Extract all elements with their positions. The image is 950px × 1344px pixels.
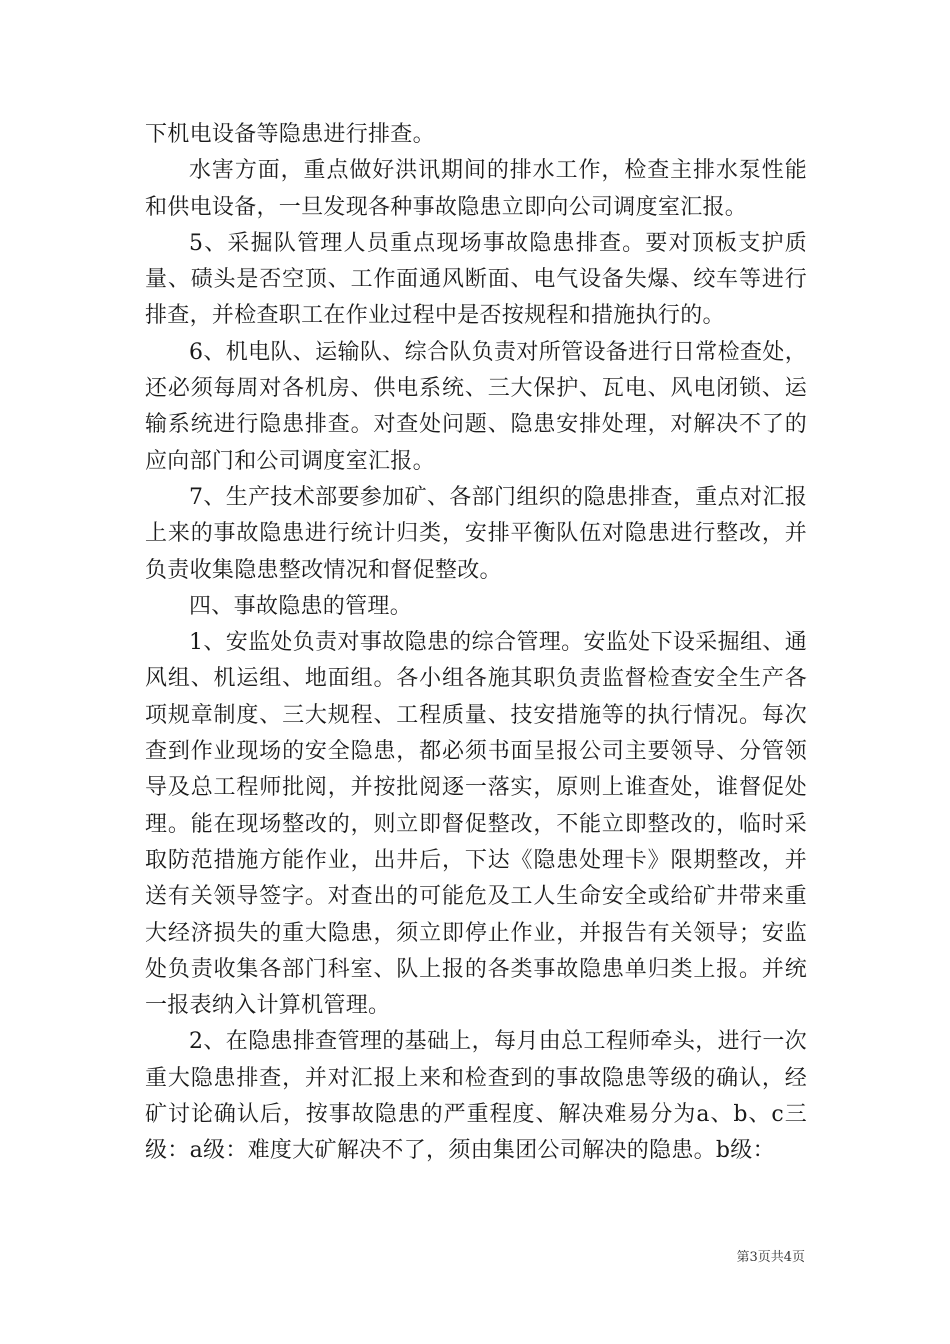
paragraph-3: 5、采掘队管理人员重点现场事故隐患排查。要对顶板支护质量、碛头是否空顶、工作面通风断面、电气设备失爆、绞车等进行排查，并检查职工在作业过程中是否按规程和措施执行的。 [145,230,807,329]
document-body [145,117,807,1170]
paragraph-7: 1、安监处负责对事故隐患的综合管理。安监处下设采掘组、通风组、机运组、地面组。各小组各施其职负责监督检查安全生产各项规章制度、三大规程、工程质量、技安措施等的执行情况。每次查到作业现场的安全隐患，都必须书面呈报公司主要领导、分管领导及总工程师批阅，并按批阅逐一落实，原则上谁查处，谁督促处理。能在现场整改的，则立即督促整改，不能立即整改的，临时采取防范措施方能作业，出井后，下达《隐患处理卡》限期整改，并送有关领导签字。对查出的可能危及工人生命安全或给矿井带来重大经济损失的重大隐患，须立即停止作业，并报告有关领导；安监处负责收集各部门科室、队上报的各类事故隐患单归类上报。并统一报表纳入计算机管理。 [145,630,807,1019]
paragraph-8: 2、在隐患排查管理的基础上，每月由总工程师牵头，进行一次重大隐患排查，并对汇报上来和检查到的事故隐患等级的确认，经矿讨论确认后，按事故隐患的严重程度、解决难易分为a、b、c三级：a级：难度大矿解决不了，须由集团公司解决的隐患。b级： [145,1029,807,1164]
paragraph-4: 6、机电队、运输队、综合队负责对所管设备进行日常检查处，还必须每周对各机房、供电系统、三大保护、瓦电、风电闭锁、运输系统进行隐患排查。对查处问题、隐患安排处理，对解决不了的应向部门和公司调度室汇报。 [145,339,807,474]
paragraph-5: 7、生产技术部要参加矿、各部门组织的隐患排查，重点对汇报上来的事故隐患进行统计归类，安排平衡队伍对隐患进行整改，并负责收集隐患整改情况和督促整改。 [145,484,807,583]
page-number: 第3页共4页 [736,1250,805,1265]
paragraph-1: 下机电设备等隐患进行排查。 [145,122,435,147]
paragraph-2: 水害方面，重点做好洪讯期间的排水工作，检查主排水泵性能和供电设备，一旦发现各种事故隐患立即向公司调度室汇报。 [145,158,807,220]
section-heading: 四、事故隐患的管理。 [189,593,413,619]
